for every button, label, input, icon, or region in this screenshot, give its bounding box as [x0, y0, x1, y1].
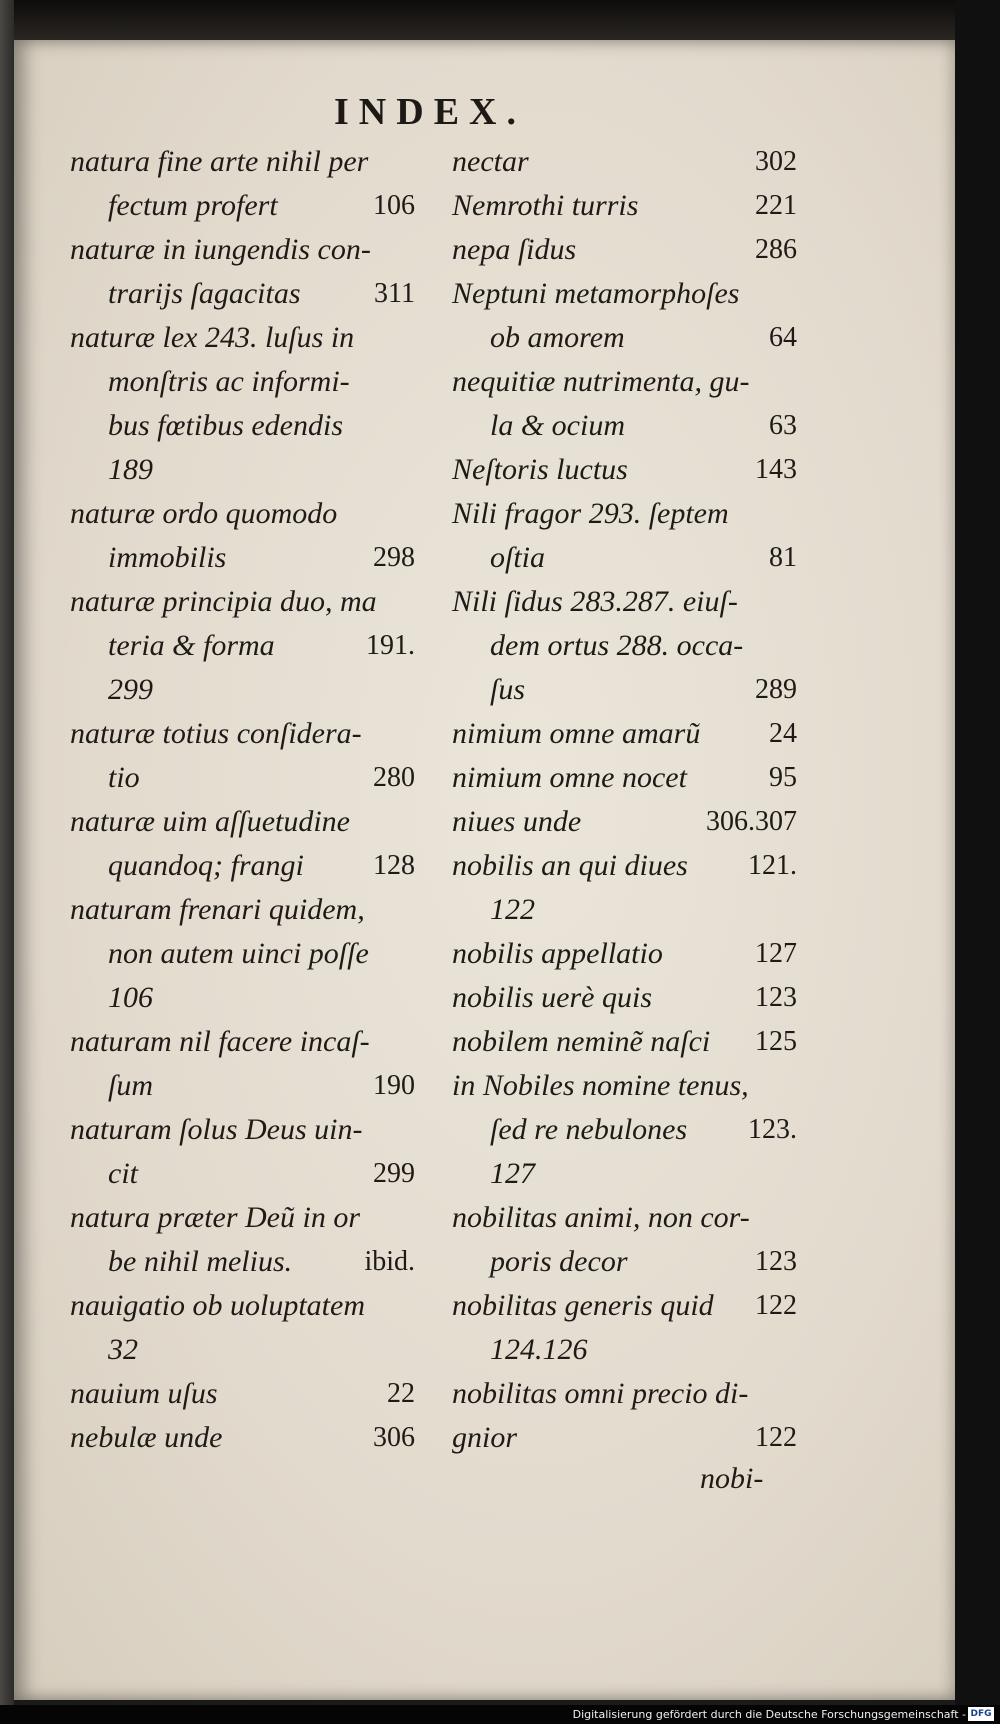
- index-entry: [452, 1416, 797, 1460]
- index-entry-text: naturæ ordo quomodo: [70, 497, 338, 530]
- index-entry-text: nepa ſidus: [452, 233, 577, 266]
- index-entry-page-number: 302: [755, 146, 797, 177]
- index-entry: [70, 448, 415, 492]
- index-entry: [452, 1240, 797, 1284]
- index-entry: [70, 1152, 415, 1196]
- index-entry-text: fectum profert: [108, 189, 278, 222]
- index-entry-text: 127: [490, 1157, 535, 1190]
- index-entry-page-number: 298: [373, 542, 415, 573]
- index-entry-text: 106: [108, 981, 153, 1014]
- index-entry: [452, 228, 797, 272]
- index-entry: [452, 1284, 797, 1328]
- index-entry: [452, 844, 797, 888]
- index-entry-text: poris decor: [490, 1245, 628, 1278]
- index-entry-text: niues unde: [452, 805, 582, 838]
- index-entry-text: be nihil melius.: [108, 1245, 293, 1278]
- index-entry-text: ſum: [108, 1069, 153, 1102]
- index-entry-text: cit: [108, 1157, 138, 1190]
- index-entry: [452, 536, 797, 580]
- index-entry: [70, 932, 415, 976]
- index-entry-page-number: 125: [755, 1026, 797, 1057]
- index-entry: [70, 1328, 415, 1372]
- index-entry-text: 122: [490, 893, 535, 926]
- index-entry-text: naturæ principia duo, ma: [70, 585, 377, 618]
- index-entry: [70, 316, 415, 360]
- index-entry-text: 32: [108, 1333, 138, 1366]
- index-entry: [70, 1416, 415, 1460]
- index-entry-page-number: 190: [373, 1070, 415, 1101]
- index-entry-text: Nili fragor 293. ſeptem: [452, 497, 729, 530]
- index-entry-page-number: 286: [755, 234, 797, 265]
- index-entry-page-number: 123.: [748, 1114, 797, 1145]
- index-entry: [452, 932, 797, 976]
- index-entry: [452, 404, 797, 448]
- index-entry-text: naturam frenari quidem,: [70, 893, 365, 926]
- index-entry-page-number: 63: [769, 410, 797, 441]
- index-entry-text: nobilitas generis quid: [452, 1289, 714, 1322]
- index-entry: [452, 448, 797, 492]
- index-entry-page-number: 143: [755, 454, 797, 485]
- index-entry-text: nobilitas animi, non cor-: [452, 1201, 750, 1234]
- index-entry: [70, 1020, 415, 1064]
- index-entry-text: immobilis: [108, 541, 227, 574]
- index-entry-page-number: ibid.: [364, 1246, 415, 1277]
- index-entry: [452, 800, 797, 844]
- index-entry: [70, 844, 415, 888]
- index-entry: [70, 360, 415, 404]
- index-entry-page-number: 306.307: [706, 806, 797, 837]
- index-entry-text: 189: [108, 453, 153, 486]
- index-entry-text: naturam nil facere incaſ-: [70, 1025, 370, 1058]
- index-entry-text: nauigatio ob uoluptatem: [70, 1289, 365, 1322]
- index-entry-text: naturæ uim aſſuetudine: [70, 805, 350, 838]
- index-entry-text: 299: [108, 673, 153, 706]
- index-entry: [452, 1328, 797, 1372]
- index-entry: [70, 1240, 415, 1284]
- index-entry: [70, 1196, 415, 1240]
- index-entry-text: 124.126: [490, 1333, 588, 1366]
- index-entry-text: gnior: [452, 1421, 518, 1454]
- index-entry-page-number: 122: [755, 1290, 797, 1321]
- index-entry: [70, 712, 415, 756]
- index-entry-text: naturæ totius conſidera-: [70, 717, 362, 750]
- index-entry: [70, 1372, 415, 1416]
- index-entry-page-number: 191.: [366, 630, 415, 661]
- index-entry: [70, 800, 415, 844]
- index-entry: [452, 580, 797, 624]
- index-entry-text: monſtris ac informi-: [108, 365, 350, 398]
- index-entry: [70, 1284, 415, 1328]
- index-entry-page-number: 24: [769, 718, 797, 749]
- index-entry-page-number: 299: [373, 1158, 415, 1189]
- index-entry: [452, 1152, 797, 1196]
- index-entry: [452, 360, 797, 404]
- index-entry-page-number: 128: [373, 850, 415, 881]
- index-entry-text: ſed re nebulones: [490, 1113, 688, 1146]
- index-entry-text: in Nobiles nomine tenus,: [452, 1069, 749, 1102]
- index-entry: [70, 272, 415, 316]
- index-entry: [452, 1064, 797, 1108]
- index-entry-page-number: 22: [387, 1378, 415, 1409]
- index-heading: INDEX.: [334, 91, 526, 133]
- index-entry-page-number: 95: [769, 762, 797, 793]
- index-entry-text: naturam ſolus Deus uin-: [70, 1113, 363, 1146]
- index-entry: [70, 536, 415, 580]
- index-entry-text: oſtia: [490, 541, 546, 574]
- index-entry: [70, 888, 415, 932]
- index-entry: [452, 1196, 797, 1240]
- index-entry: [70, 404, 415, 448]
- index-entry: [70, 492, 415, 536]
- index-entry-page-number: 81: [769, 542, 797, 573]
- dfg-logo: DFG: [968, 1707, 994, 1721]
- index-entry: [70, 624, 415, 668]
- index-entry: [70, 140, 415, 184]
- footer-credit: Digitalisierung gefördert durch die Deutsche Forschungsgemeinschaft -: [572, 1708, 966, 1721]
- index-entry: [452, 1372, 797, 1416]
- top-binding-strip: [14, 0, 958, 40]
- index-entry-text: nequitiæ nutrimenta, gu-: [452, 365, 750, 398]
- index-entry-page-number: 311: [374, 278, 415, 309]
- index-entry: [70, 228, 415, 272]
- index-entry-text: trarijs ſagacitas: [108, 277, 301, 310]
- index-entry: [452, 624, 797, 668]
- index-entry-page-number: 306: [373, 1422, 415, 1453]
- index-entry: [70, 184, 415, 228]
- index-entry-text: Nili ſidus 283.287. eiuſ-: [452, 585, 738, 618]
- right-index-column: [452, 140, 797, 1460]
- catchword: nobi-: [700, 1462, 764, 1495]
- index-entry-text: natura præter Deũ in or: [70, 1201, 361, 1234]
- index-entry-page-number: 289: [755, 674, 797, 705]
- index-entry-text: nimium omne amarũ: [452, 717, 701, 750]
- index-entry-text: non autem uinci poſſe: [108, 937, 369, 970]
- index-entry-text: ſus: [490, 673, 526, 706]
- index-entry-text: la & ocium: [490, 409, 625, 442]
- index-entry-text: nobilis uerè quis: [452, 981, 652, 1014]
- index-entry: [70, 668, 415, 712]
- index-entry-text: nauium uſus: [70, 1377, 218, 1410]
- index-entry-text: ob amorem: [490, 321, 625, 354]
- index-entry-text: quandoq; frangi: [108, 849, 304, 882]
- index-entry-text: bus fœtibus edendis: [108, 409, 344, 442]
- index-entry-text: nobilis appellatio: [452, 937, 663, 970]
- index-entry: [70, 1108, 415, 1152]
- index-entry-page-number: 123: [755, 982, 797, 1013]
- index-entry-text: Neptuni metamorphoſes: [452, 277, 740, 310]
- index-entry: [452, 272, 797, 316]
- scan-border-right: [955, 0, 1000, 1705]
- index-entry: [452, 184, 797, 228]
- index-entry-page-number: 122: [755, 1422, 797, 1453]
- index-entry: [452, 492, 797, 536]
- index-entry-text: Neſtoris luctus: [452, 453, 628, 486]
- index-entry: [452, 756, 797, 800]
- page-edge-shadow: [0, 0, 14, 1705]
- index-entry-page-number: 280: [373, 762, 415, 793]
- index-entry: [452, 1020, 797, 1064]
- index-entry-text: natura fine arte nihil per: [70, 145, 369, 178]
- index-entry-text: tio: [108, 761, 140, 794]
- index-entry-text: teria & forma: [108, 629, 275, 662]
- index-entry-text: nimium omne nocet: [452, 761, 687, 794]
- index-entry: [452, 316, 797, 360]
- index-entry-text: naturæ lex 243. luſus in: [70, 321, 355, 354]
- index-entry: [70, 976, 415, 1020]
- index-entry-page-number: 127: [755, 938, 797, 969]
- index-entry-text: Nemrothi turris: [452, 189, 639, 222]
- index-entry-page-number: 106: [373, 190, 415, 221]
- index-entry-text: naturæ in iungendis con-: [70, 233, 371, 266]
- index-entry-page-number: 121.: [748, 850, 797, 881]
- index-entry-text: nobilem neminẽ naſci: [452, 1025, 711, 1058]
- index-entry: [70, 1064, 415, 1108]
- index-entry: [70, 580, 415, 624]
- index-entry: [70, 756, 415, 800]
- index-entry-text: nectar: [452, 145, 529, 178]
- index-entry: [452, 888, 797, 932]
- index-entry: [452, 668, 797, 712]
- index-entry-page-number: 123: [755, 1246, 797, 1277]
- index-entry-page-number: 221: [755, 190, 797, 221]
- index-entry-text: dem ortus 288. occa-: [490, 629, 744, 662]
- index-entry: [452, 712, 797, 756]
- left-index-column: [70, 140, 415, 1460]
- index-entry: [452, 140, 797, 184]
- index-entry-text: nobilis an qui diues: [452, 849, 688, 882]
- index-entry: [452, 1108, 797, 1152]
- index-entry-text: nebulæ unde: [70, 1421, 223, 1454]
- index-entry-page-number: 64: [769, 322, 797, 353]
- index-entry-text: nobilitas omni precio di-: [452, 1377, 749, 1410]
- index-entry: [452, 976, 797, 1020]
